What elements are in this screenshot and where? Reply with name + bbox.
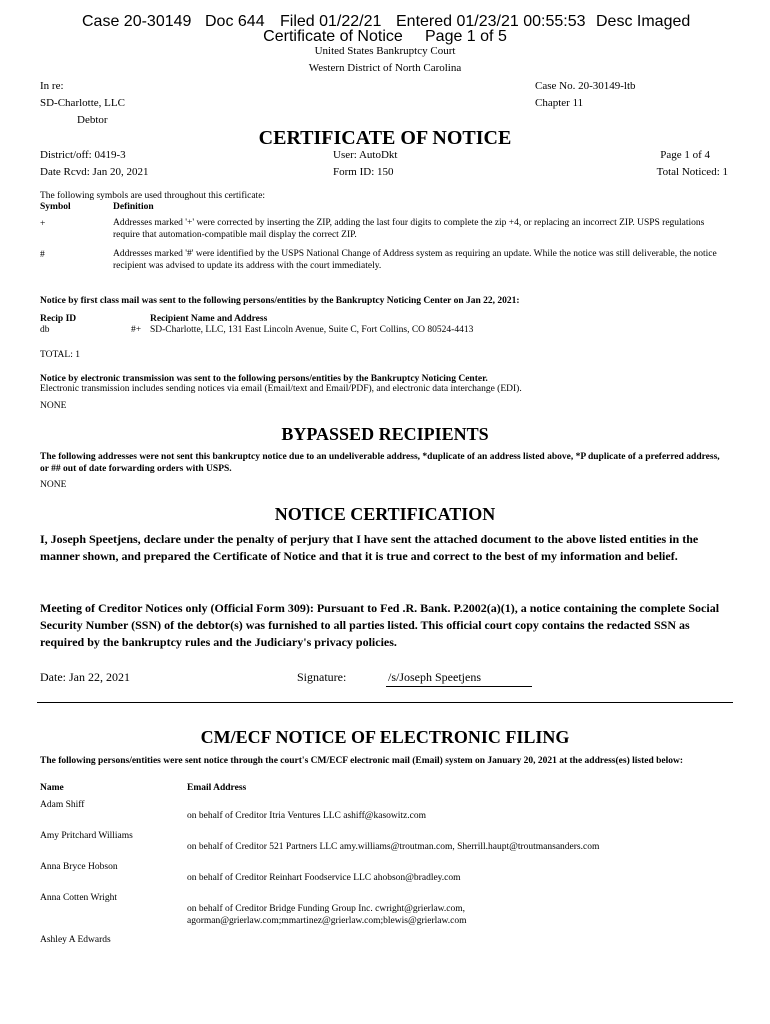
certification-ssn-notice: Meeting of Creditor Notices only (Official Form 309): Pursuant to Fed .R. Bank. P.2002(a)(1), a notice containing the complete Social Security Number (SSN) of the debtor(s) was furnished to all parties listed. This official court copy contains the redacted SSN as required by the bankruptcy rules and the Judiciary's privacy policies. bbox=[40, 601, 720, 649]
user: User: AutoDkt bbox=[333, 149, 398, 161]
certification-declaration: I, Joseph Speetjens, declare under the penalty of perjury that I have sent the attached document to the above listed entities in the manner shown, and prepared the Certificate of Notice and that it is true and correct to the best of my information and belief. bbox=[40, 532, 699, 563]
ecf-row-email: on behalf of Creditor Reinhart Foodservice LLC ahobson@bradley.com bbox=[187, 873, 461, 883]
debtor-label: Debtor bbox=[77, 114, 108, 126]
section-divider bbox=[37, 702, 733, 703]
ecf-row-name: Anna Bryce Hobson bbox=[40, 862, 118, 872]
header-case: Case 20-30149 bbox=[82, 13, 192, 30]
symbol-plus-definition: Addresses marked '+' were corrected by inserting the ZIP, adding the last four digits to complete the zip +4, or replacing an incorrect ZIP. USPS regulations require that automation-compatible mail display the correct ZIP. bbox=[113, 218, 705, 240]
signature-line bbox=[386, 686, 532, 687]
document-title: CERTIFICATE OF NOTICE bbox=[258, 127, 512, 149]
electronic-heading: Notice by electronic transmission was sent to the following persons/entities by the Bankruptcy Noticing Center. bbox=[40, 374, 488, 384]
debtor-name: SD-Charlotte, LLC bbox=[40, 97, 125, 109]
ecf-row-name: Ashley A Edwards bbox=[40, 935, 111, 945]
bypassed-title: BYPASSED RECIPIENTS bbox=[281, 424, 489, 444]
district-office: District/off: 0419-3 bbox=[40, 149, 126, 161]
ecf-row-email: on behalf of Creditor Itria Ventures LLC ashiff@kasowitz.com bbox=[187, 811, 426, 821]
in-re-label: In re: bbox=[40, 80, 64, 92]
certification-date: Date: Jan 22, 2021 bbox=[40, 670, 130, 684]
header-doc: Doc 644 bbox=[205, 13, 265, 30]
recip-address: SD-Charlotte, LLC, 131 East Lincoln Avenue, Suite C, Fort Collins, CO 80524-4413 bbox=[150, 325, 474, 335]
ecf-col-name: Name bbox=[40, 783, 64, 793]
header-desc: Desc Imaged bbox=[596, 13, 691, 30]
case-number: Case No. 20-30149-ltb bbox=[535, 80, 636, 92]
electronic-subheading: Electronic transmission includes sending notices via email (Email/text and Email/PDF), and electronic data interchange (EDI). bbox=[40, 384, 522, 394]
electronic-none: NONE bbox=[40, 401, 67, 411]
symbols-col-symbol: Symbol bbox=[40, 202, 71, 212]
total-noticed: Total Noticed: 1 bbox=[656, 166, 728, 178]
signature-label: Signature: bbox=[297, 670, 347, 684]
bypassed-text: The following addresses were not sent this bankruptcy notice due to an undeliverable address, *duplicate of an address listed above, *P duplicate of a preferred address, or ## out of date forwarding orders with USPS. bbox=[40, 452, 720, 474]
symbol-hash-definition: Addresses marked '#' were identified by the USPS National Change of Address system as requiring an update. While the notice was still deliverable, the notice recipient was advised to update its address with the court immediately. bbox=[113, 249, 717, 271]
symbols-intro: The following symbols are used throughout this certificate: bbox=[40, 191, 266, 201]
chapter: Chapter 11 bbox=[535, 97, 584, 109]
header-entered: Entered 01/23/21 00:55:53 bbox=[396, 13, 586, 30]
certification-title: NOTICE CERTIFICATION bbox=[274, 504, 496, 524]
header-subline: Certificate of Notice Page 1 of 5 bbox=[263, 28, 507, 45]
ecf-row-name: Adam Shiff bbox=[40, 800, 85, 810]
symbol-plus: + bbox=[40, 219, 46, 229]
ecf-intro: The following persons/entities were sent notice through the court's CM/ECF electronic mail (Email) system on January 20, 2021 at the address(es) listed below: bbox=[40, 756, 684, 766]
ecf-row-name: Anna Cotten Wright bbox=[40, 893, 118, 903]
ecf-title: CM/ECF NOTICE OF ELECTRONIC FILING bbox=[200, 727, 570, 747]
symbol-hash: # bbox=[40, 250, 45, 260]
recip-id-value: db bbox=[40, 325, 50, 335]
col-recip-id: Recip ID bbox=[40, 314, 77, 324]
court-name: United States Bankruptcy Court bbox=[314, 45, 456, 57]
recip-mark: #+ bbox=[131, 325, 142, 335]
ecf-row-email: on behalf of Creditor 521 Partners LLC amy.williams@troutman.com, Sherrill.haupt@troutmansanders.com bbox=[187, 842, 600, 852]
form-id: Form ID: 150 bbox=[333, 166, 394, 178]
first-class-heading: Notice by first class mail was sent to the following persons/entities by the Bankruptcy Noticing Center on Jan 22, 2021: bbox=[40, 296, 520, 306]
court-district: Western District of North Carolina bbox=[308, 62, 462, 74]
first-class-total: TOTAL: 1 bbox=[40, 350, 80, 360]
col-recipient-name: Recipient Name and Address bbox=[150, 314, 268, 324]
ecf-row-name: Amy Pritchard Williams bbox=[40, 831, 133, 841]
bypassed-none: NONE bbox=[40, 480, 67, 490]
page-count: Page 1 of 4 bbox=[660, 149, 710, 161]
ecf-row-email: on behalf of Creditor Bridge Funding Group Inc. cwright@grierlaw.com, agorman@grierlaw.com;mmartinez@grierlaw.com;blewis@grierlaw.com bbox=[187, 904, 467, 926]
ecf-col-email: Email Address bbox=[187, 783, 247, 793]
header-filed: Filed 01/22/21 bbox=[280, 13, 382, 30]
signature-value: /s/Joseph Speetjens bbox=[388, 670, 481, 684]
symbols-col-definition: Definition bbox=[113, 202, 154, 212]
date-received: Date Rcvd: Jan 20, 2021 bbox=[40, 166, 149, 178]
